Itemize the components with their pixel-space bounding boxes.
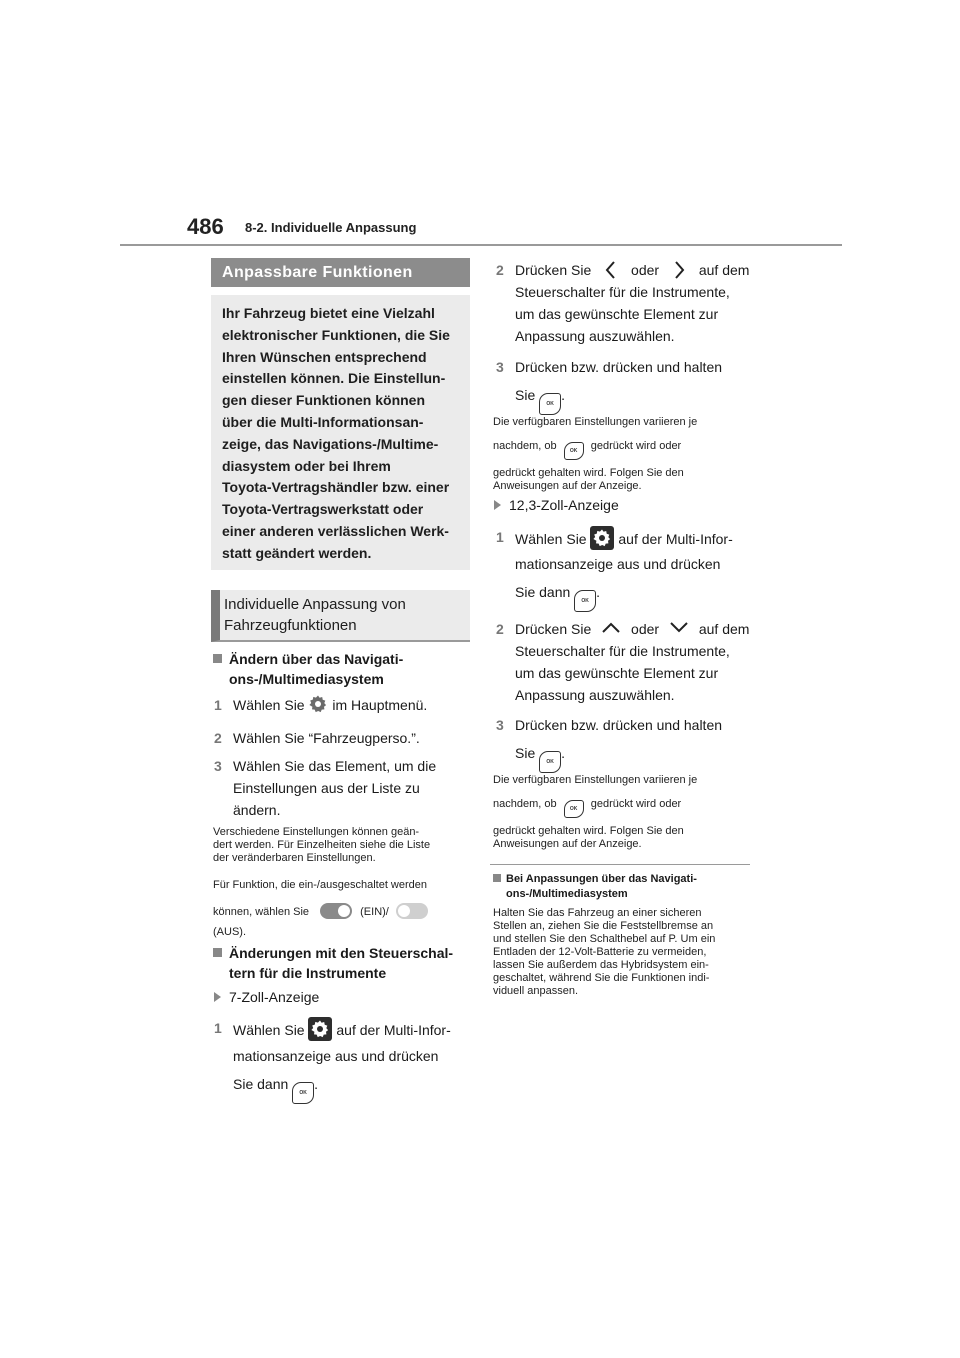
nav-step-3: [214, 755, 437, 821]
nav-step-1: [214, 694, 428, 716]
notice-line: geschaltet, während Sie die Funktionen indi-: [493, 972, 710, 984]
step-text: Sie: [515, 387, 536, 403]
step-text: .: [596, 584, 601, 600]
step-text: oder: [631, 262, 660, 278]
step-number: 2: [496, 262, 504, 278]
notice-line: Entladen der 12-Volt-Batterie zu vermeiden,: [493, 946, 707, 958]
seven-inch-label: [214, 987, 319, 1007]
settings-gear-icon: [308, 1017, 332, 1041]
note-text: nachdem, ob: [493, 440, 557, 452]
step-number: 3: [496, 717, 504, 733]
step-text: Sie dann: [233, 1076, 289, 1092]
step-number: 1: [496, 529, 504, 545]
settings-gear-icon: [590, 526, 614, 550]
intro-line: diasystem oder bei Ihrem: [222, 457, 391, 474]
step-text: Sie dann: [515, 584, 571, 600]
notice-heading-line: ons-/Multimediasystem: [506, 888, 628, 900]
ok-button-icon: OK: [564, 442, 584, 460]
page-number: 486: [187, 214, 224, 239]
ok-button-icon: OK: [292, 1082, 314, 1104]
ok-button-icon: OK: [539, 751, 561, 773]
step-text: Wählen Sie: [515, 531, 587, 547]
twelve-step-3: [496, 714, 723, 773]
step-number: 1: [214, 697, 222, 713]
step-number: 3: [496, 359, 504, 375]
chevron-right-icon: [671, 261, 687, 279]
intro-line: Ihren Wünschen entsprechend: [222, 348, 427, 365]
step-text: um das gewünschte Element zur: [515, 665, 719, 681]
note-text: (EIN)/: [360, 906, 389, 918]
step-text: Anpassung auszuwählen.: [515, 328, 675, 344]
note-text: gedrückt wird oder: [590, 440, 682, 452]
instrument-heading: [213, 943, 453, 983]
notice-heading-line: Bei Anpassungen über das Navigati-: [506, 873, 697, 885]
seven-note: [493, 416, 697, 493]
intro-line: zeige, das Navigations-/Multime-: [222, 435, 439, 452]
step-text: mationsanzeige aus und drücken: [233, 1048, 439, 1064]
intro-line: elektronischer Funktionen, die Sie: [222, 326, 450, 343]
step-text: .: [314, 1076, 319, 1092]
display-label: 7-Zoll-Anzeige: [229, 989, 320, 1005]
step-number: 2: [214, 730, 222, 746]
triangle-bullet-icon: [494, 500, 501, 510]
seven-step-3: [496, 356, 723, 415]
twelve-step-2: [496, 618, 750, 706]
twelve-step-1: [496, 526, 733, 612]
ok-button-icon: OK: [574, 590, 596, 612]
step-text: oder: [631, 621, 660, 637]
notice-divider: [490, 864, 750, 865]
intro-box: [211, 295, 470, 570]
step-text: Drücken bzw. drücken und halten: [515, 359, 723, 375]
instrument-heading-line: Änderungen mit den Steuerschal-: [229, 945, 454, 961]
intro-line: gen dieser Funktionen können: [222, 392, 426, 409]
note-line: Verschiedene Einstellungen können geän-: [213, 826, 420, 838]
step-text: mationsanzeige aus und drücken: [515, 556, 721, 572]
step-text: Sie: [515, 745, 536, 761]
note-line: gedrückt gehalten wird. Folgen Sie den: [493, 825, 684, 837]
step-text: Steuerschalter für die Instrumente,: [515, 284, 730, 300]
subsection-header-line: Fahrzeugfunktionen: [224, 617, 357, 634]
section-reference: 8-2. Individuelle Anpassung: [245, 220, 417, 235]
note-text: können, wählen Sie: [213, 906, 310, 918]
note-line: der veränderbaren Einstellungen.: [213, 852, 376, 864]
square-bullet-icon: [213, 948, 222, 957]
triangle-bullet-icon: [214, 992, 221, 1002]
intro-line: Toyota-Vertragshändler bzw. einer: [222, 479, 450, 496]
twelve-inch-label: [494, 495, 619, 515]
step-text: Anpassung auszuwählen.: [515, 687, 675, 703]
nav-heading: [213, 649, 403, 689]
seven-step-2: [496, 259, 750, 347]
notice-body: [493, 907, 715, 998]
nav-heading-line: ons-/Multimediasystem: [229, 671, 384, 687]
square-bullet-icon: [213, 654, 222, 663]
note-line: Anweisungen auf der Anzeige.: [493, 838, 642, 850]
note-line: dert werden. Für Einzelheiten siehe die Liste: [213, 839, 431, 851]
note-line: Für Funktion, die ein-/ausgeschaltet werden: [213, 879, 428, 891]
section-title: Anpassbare Funktionen: [211, 258, 470, 287]
step-text: auf dem: [698, 621, 750, 637]
chevron-left-icon: [603, 261, 619, 279]
step-text: Drücken bzw. drücken und halten: [515, 717, 723, 733]
step-text: Wählen Sie das Element, um die: [233, 758, 437, 774]
intro-line: einstellen können. Die Einstellun-: [222, 370, 446, 387]
subsection-header-line: Individuelle Anpassung von: [224, 596, 406, 613]
note-line: Die verfügbaren Einstellungen variieren je: [493, 774, 698, 786]
intro-line: Ihr Fahrzeug bietet eine Vielzahl: [222, 305, 435, 321]
note-text: nachdem, ob: [493, 798, 557, 810]
step-text: auf der Multi-Infor-: [618, 531, 733, 547]
display-label: 12,3-Zoll-Anzeige: [509, 497, 619, 513]
notice-line: Stellen an, ziehen Sie die Feststellbremse an: [493, 920, 714, 932]
notice-line: Halten Sie das Fahrzeug an einer sicheren: [493, 907, 702, 919]
intro-line: über die Multi-Informationsan-: [222, 413, 424, 430]
toggle-on-icon: [320, 903, 352, 919]
notice-heading: [493, 872, 697, 902]
ok-button-icon: OK: [564, 800, 584, 818]
step-text: Steuerschalter für die Instrumente,: [515, 643, 730, 659]
step-text: Wählen Sie: [233, 1022, 305, 1038]
square-bullet-icon: [493, 874, 501, 882]
note-text: gedrückt wird oder: [590, 798, 682, 810]
notice-line: und stellen Sie den Schalthebel auf P. Um ein: [493, 933, 716, 945]
ok-button-icon: OK: [539, 393, 561, 415]
step-text: ändern.: [233, 802, 281, 818]
note-line: gedrückt gehalten wird. Folgen Sie den: [493, 467, 684, 479]
step-number: 1: [214, 1020, 222, 1036]
step-text: Drücken Sie: [515, 621, 592, 637]
step-text: auf dem: [698, 262, 750, 278]
instrument-heading-line: tern für die Instrumente: [229, 965, 387, 981]
step-text: .: [561, 745, 566, 761]
settings-gear-icon: [308, 694, 328, 714]
step-text: Drücken Sie: [515, 262, 592, 278]
intro-line: Toyota-Vertragswerkstatt oder: [222, 501, 424, 518]
note-line: Anweisungen auf der Anzeige.: [493, 480, 642, 492]
step-text: Wählen Sie “Fahrzeugperso.”.: [233, 730, 420, 746]
seven-step-1: [214, 1017, 451, 1104]
twelve-note: [493, 774, 697, 851]
note-line: (AUS).: [213, 926, 246, 938]
step-number: 3: [214, 758, 222, 774]
step-text: Einstellungen aus der Liste zu: [233, 780, 420, 796]
nav-heading-line: Ändern über das Navigati-: [229, 651, 404, 667]
chevron-up-icon: [601, 620, 621, 634]
note-line: Die verfügbaren Einstellungen variieren je: [493, 416, 698, 428]
notice-line: lassen Sie außerdem das Hybridsystem ein-: [493, 959, 709, 971]
toggle-off-icon: [396, 903, 428, 919]
step-text: .: [561, 387, 566, 403]
header-rule: [120, 244, 842, 246]
nav-step-2: [214, 727, 420, 749]
subsection-header: [211, 590, 470, 642]
nav-note: [213, 826, 430, 865]
step-number: 2: [496, 621, 504, 637]
notice-line: viduell anpassen.: [493, 985, 579, 997]
intro-line: statt geändert werden.: [222, 544, 372, 561]
step-text: um das gewünschte Element zur: [515, 306, 719, 322]
intro-line: einer anderen verlässlichen Werk-: [222, 522, 449, 539]
toggle-note: [213, 879, 428, 939]
step-text: auf der Multi-Infor-: [336, 1022, 451, 1038]
step-text: im Hauptmenü.: [332, 697, 428, 713]
step-text: Wählen Sie: [233, 697, 305, 713]
chevron-down-icon: [669, 620, 689, 634]
